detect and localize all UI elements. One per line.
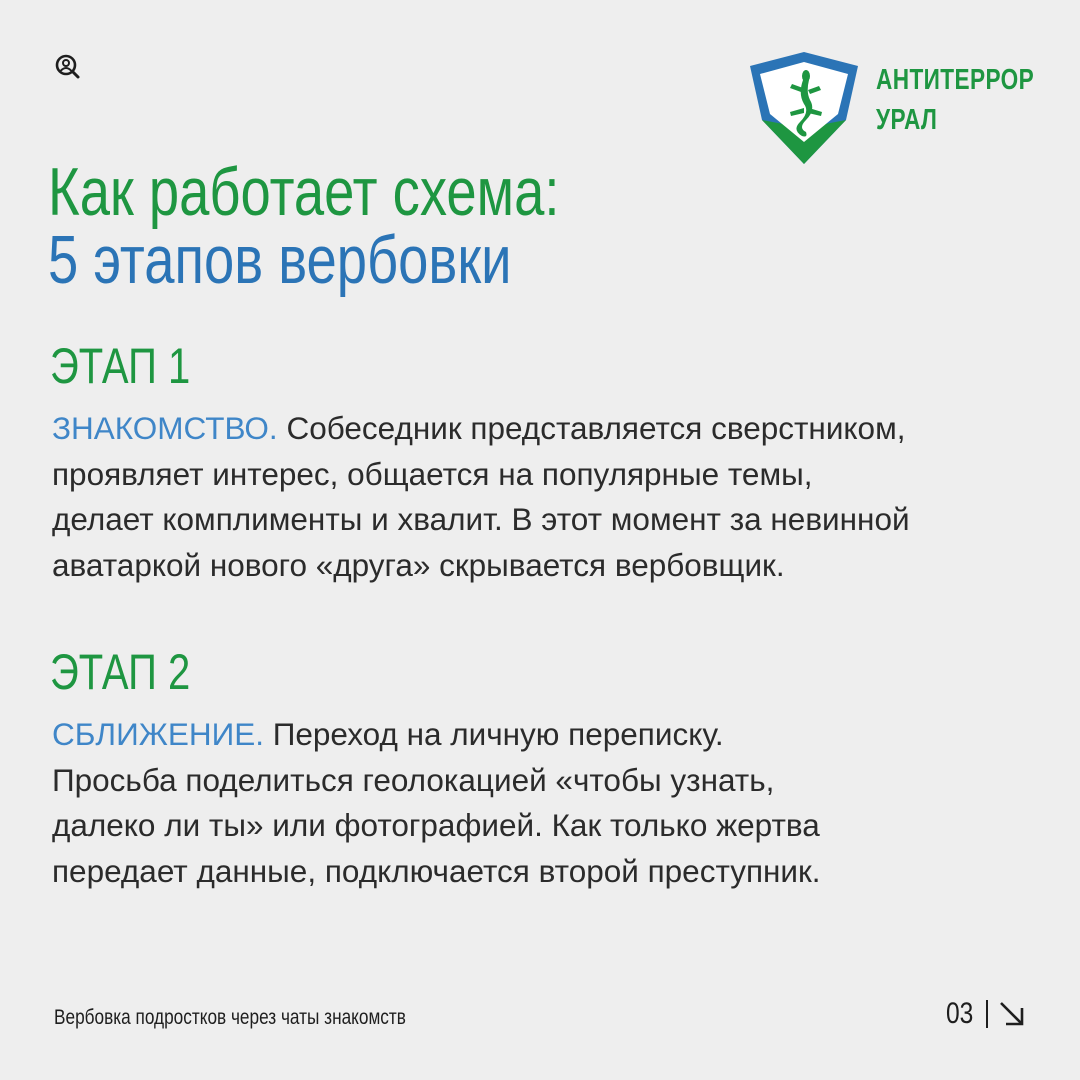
stage-1-line: Собеседник представляется сверстником, [286,410,906,446]
stage-2-line: передает данные, подключается второй преступник. [52,852,821,889]
stage-2-line: Переход на личную переписку. [272,716,724,752]
footer-caption: Вербовка подростков через чаты знакомств [54,1006,406,1029]
page-number: 03 [945,997,973,1030]
divider [986,1000,988,1028]
shield-lizard-icon [746,50,862,166]
page-title-line1: Как работает схема: [48,154,560,230]
stage-1-description [52,406,1042,588]
stage-1-line: делает комплименты и хвалит. В этот момент за невинной [52,501,910,537]
stage-2-line: Просьба поделиться геолокацией «чтобы узнать, [52,761,775,798]
brand-name-line1: АНТИТЕРРОР [876,64,1035,96]
stage-2-description [52,712,1042,894]
page-title [48,154,560,298]
brand-logo [746,50,1036,168]
brand-name-line2: УРАЛ [876,104,938,136]
stage-1-lead: ЗНАКОМСТВО. [52,410,278,446]
page-indicator [943,996,1026,1032]
arrow-down-right-icon[interactable] [998,1000,1026,1028]
search-icon[interactable] [52,52,82,82]
stage-1-heading: ЭТАП 1 [50,338,191,394]
brand-name [876,60,1034,140]
page-title-line2: 5 этапов вербовки [48,222,512,298]
stage-1-line: аватаркой нового «друга» скрывается вербовщик. [52,546,785,583]
stage-2-heading: ЭТАП 2 [50,644,191,700]
stage-1-line: проявляет интерес, общается на популярные темы, [52,455,813,492]
stage-2-line: далеко ли ты» или фотографией. Как только жертва [52,807,820,843]
stage-2-lead: СБЛИЖЕНИЕ. [52,716,264,752]
